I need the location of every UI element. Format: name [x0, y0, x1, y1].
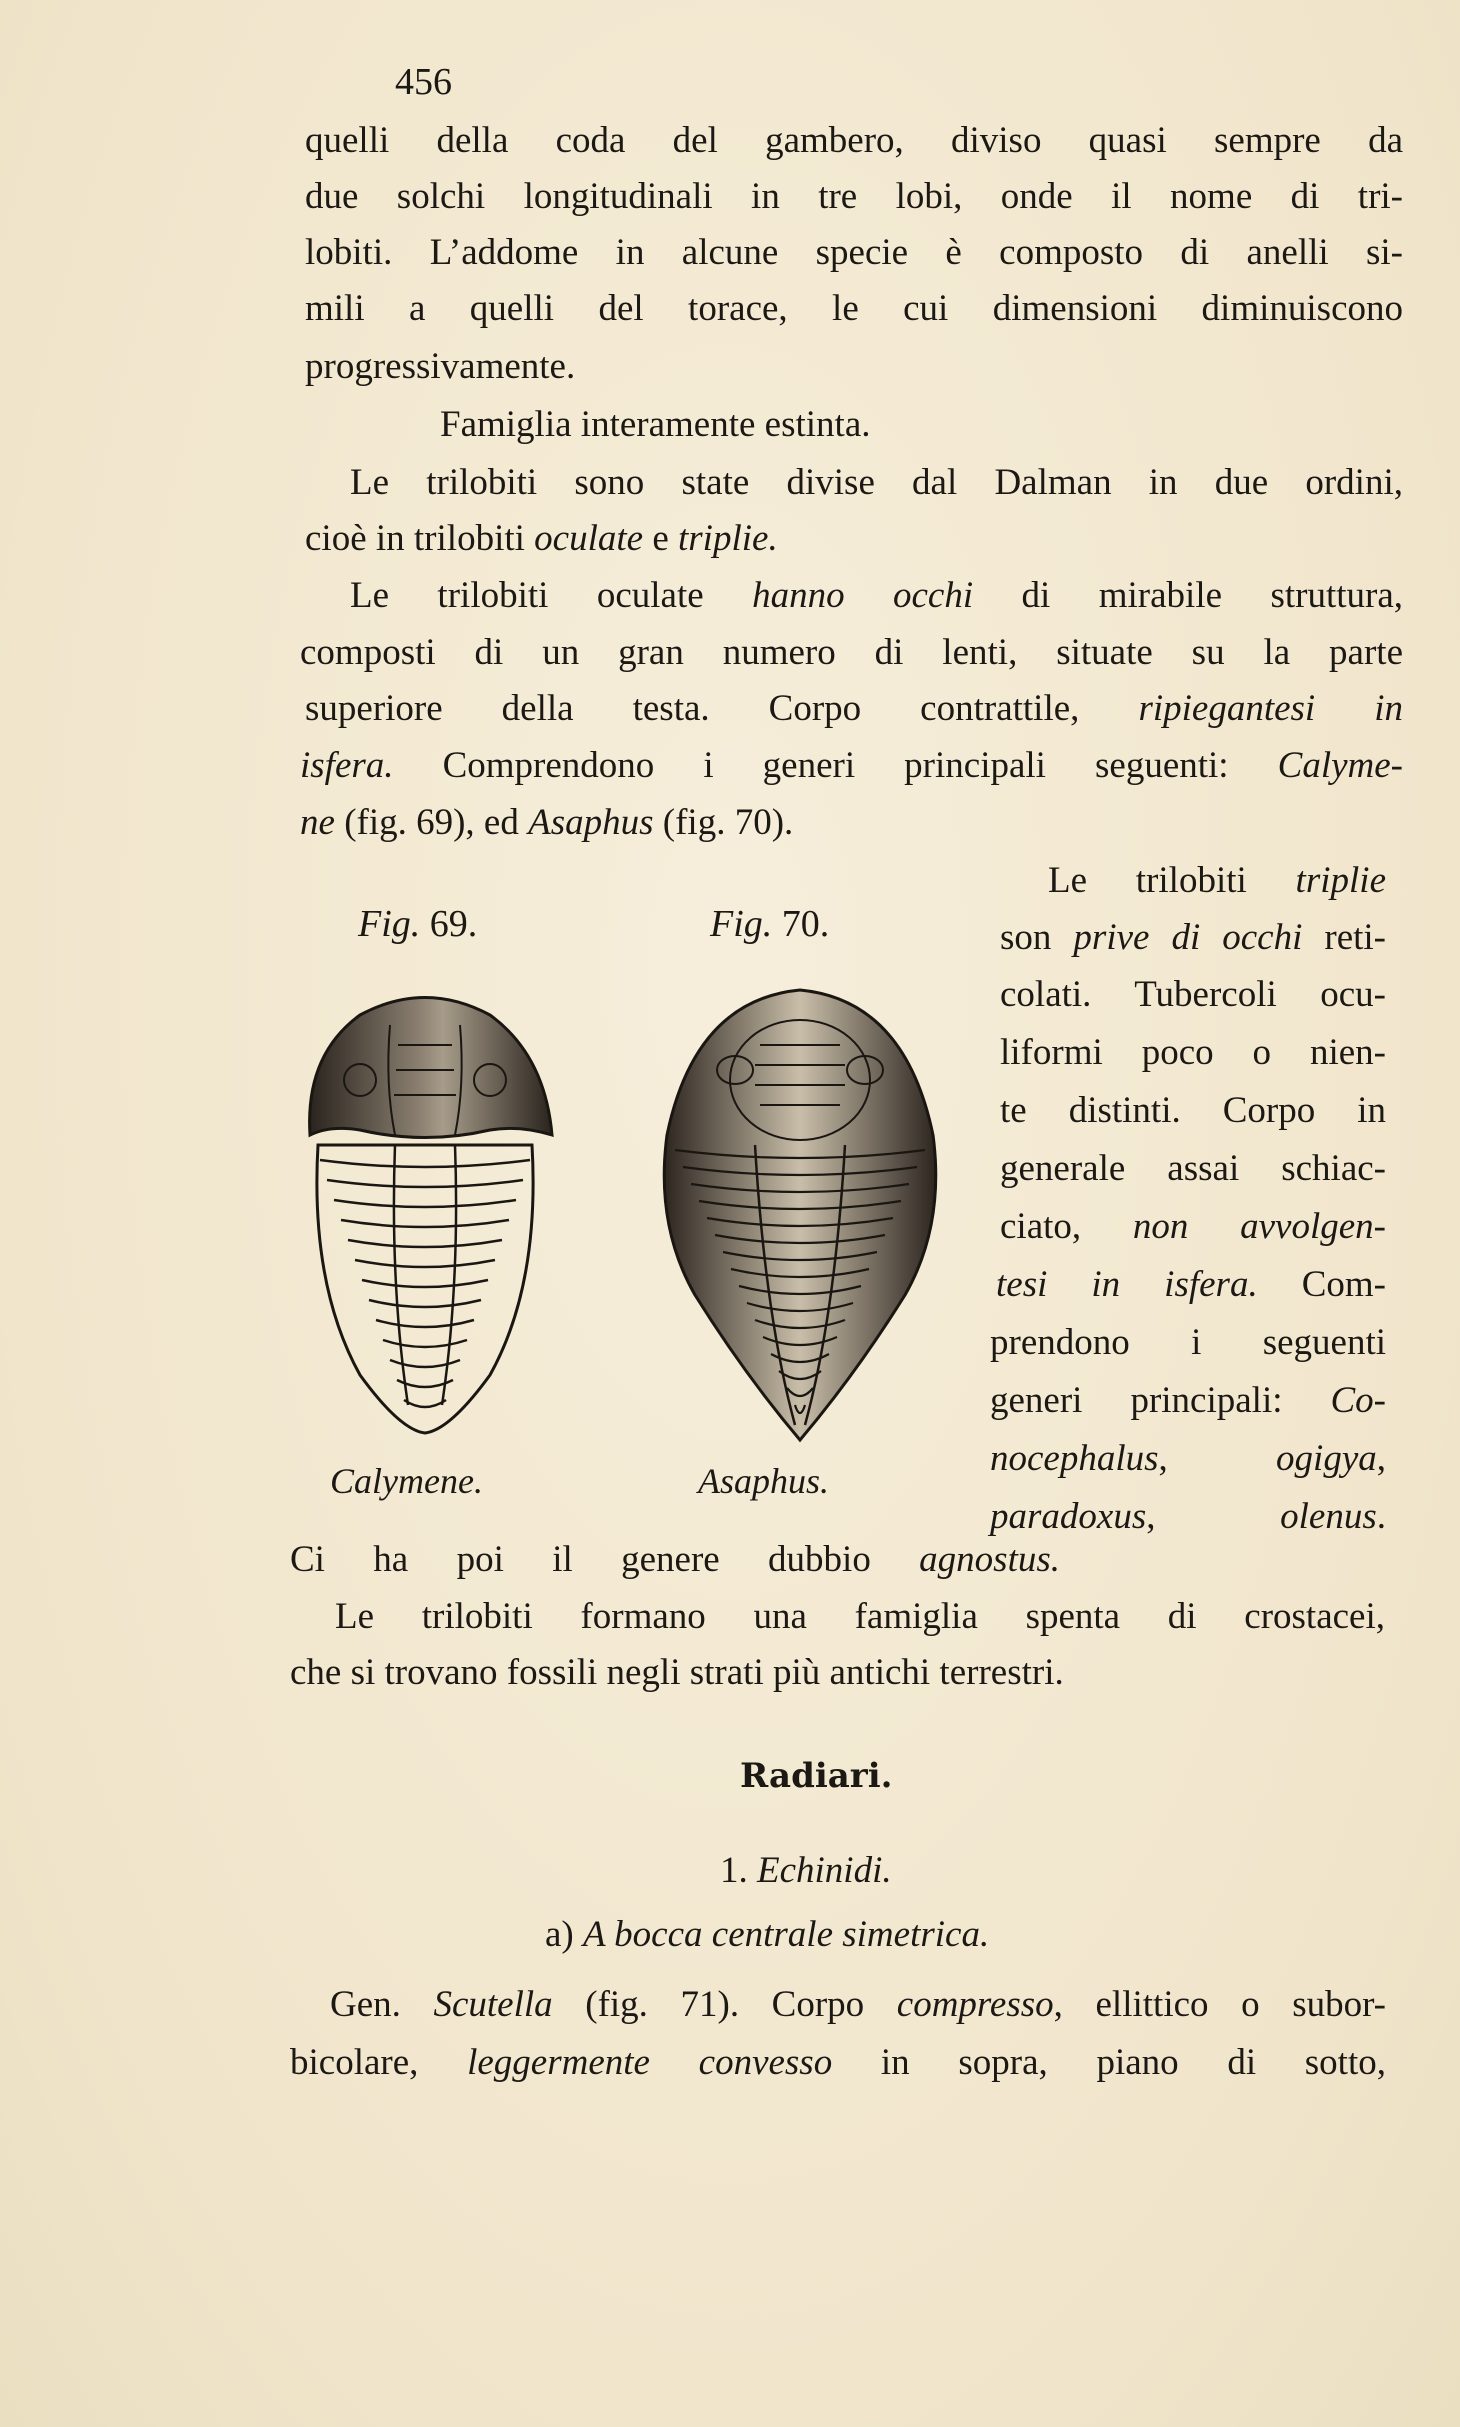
figure-caption: Asaphus.: [698, 1461, 830, 1501]
text-line: quelli della coda del gambero, diviso quasi sempre da: [305, 120, 1403, 161]
text-line: te distinti. Corpo in: [1000, 1090, 1386, 1131]
figure-label: Fig. 70.: [710, 903, 830, 945]
text-line: mili a quelli del torace, le cui dimensioni diminuiscono: [305, 288, 1403, 329]
text-line: Le trilobiti sono state divise dal Dalman in due ordini,: [350, 462, 1403, 503]
asaphus-trilobite-illustration: [655, 985, 945, 1445]
text-line: Le trilobiti formano una famiglia spenta di crostacei,: [335, 1596, 1385, 1637]
text-line: prendono i seguenti: [990, 1322, 1386, 1363]
text-line: son prive di occhi reti-: [1000, 917, 1387, 958]
text-line: nocephalus, ogigya,: [990, 1438, 1386, 1479]
text-line: ciato, non avvolgen-: [1000, 1206, 1386, 1247]
section-heading: Radiari.: [740, 1756, 893, 1796]
page-number: 456: [395, 61, 452, 103]
text-line: che si trovano fossili negli strati più antichi terrestri.: [290, 1652, 1064, 1693]
text-line: liformi poco o nien-: [1000, 1032, 1386, 1073]
text-line: isfera. Comprendono i generi principali seguenti: Calyme-: [300, 745, 1403, 786]
text-line: ne (fig. 69), ed Asaphus (fig. 70).: [300, 802, 794, 843]
text-line: progressivamente.: [305, 346, 576, 387]
text-line: generi principali: Co-: [990, 1380, 1386, 1421]
text-line: colati. Tubercoli ocu-: [1000, 974, 1386, 1015]
text-line: composti di un gran numero di lenti, situate su la parte: [300, 632, 1403, 673]
text-line: Le trilobiti triplie: [1048, 860, 1386, 901]
text-line: generale assai schiac-: [1000, 1148, 1386, 1189]
text-line: bicolare, leggermente convesso in sopra, piano di sotto,: [290, 2042, 1386, 2083]
text-line: due solchi longitudinali in tre lobi, onde il nome di tri-: [305, 176, 1403, 217]
text-line: Famiglia interamente estinta.: [440, 404, 871, 445]
text-line: Le trilobiti oculate hanno occhi di mirabile struttura,: [350, 575, 1403, 616]
figure-caption: Calymene.: [330, 1461, 483, 1501]
text-line: superiore della testa. Corpo contrattile, ripiegantesi in: [305, 688, 1403, 729]
subheading: 1. Echinidi.: [720, 1850, 892, 1891]
text-line: cioè in trilobiti oculate e triplie.: [305, 518, 778, 559]
figure-label: Fig. 69.: [358, 903, 478, 945]
text-line: Ci ha poi il genere dubbio agnostus.: [290, 1539, 1060, 1580]
text-line: tesi in isfera. Com-: [996, 1264, 1386, 1305]
calymene-trilobite-illustration: [290, 985, 560, 1435]
text-line: paradoxus, olenus.: [990, 1496, 1386, 1537]
text-line: lobiti. L’addome in alcune specie è composto di anelli si-: [305, 232, 1403, 273]
text-line: Gen. Scutella (fig. 71). Corpo compresso, ellittico o subor-: [330, 1984, 1386, 2025]
subheading: a) A bocca centrale simetrica.: [545, 1914, 990, 1955]
